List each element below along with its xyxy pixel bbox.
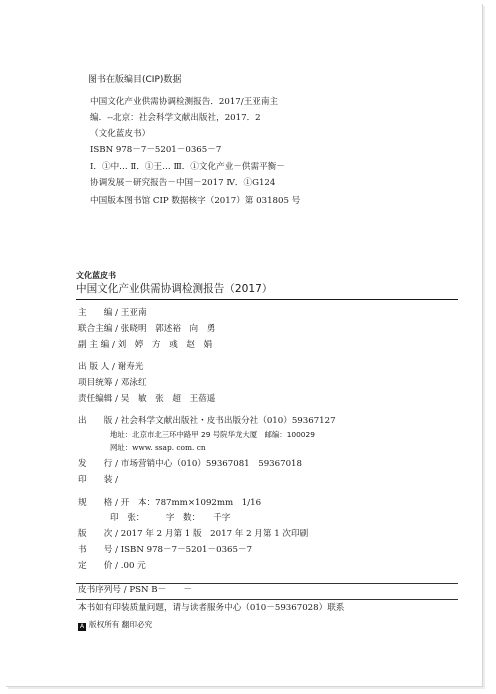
credit-responsible-editors: 责任编辑 / 吴 敏 张 超 王蓓遥	[78, 394, 216, 404]
specs-sheets: 印 张： 字 数： 千字	[110, 513, 231, 523]
distribution-row: 发 行 / 市场营销中心（010）59367081 59367018	[78, 459, 302, 469]
cip-line: （文化蓝皮书）	[90, 129, 151, 139]
series-name: 文化蓝皮书	[76, 271, 116, 280]
cip-line: 中国版本图书馆 CIP 数据核字（2017）第 031805 号	[90, 196, 301, 206]
edition-row: 版 次 / 2017 年 2 月第 1 版 2017 年 2 月第 1 次印刷	[78, 529, 309, 539]
credit-deputy-editors: 副 主 编 / 刘 婷 方 彧 赵 娟	[78, 340, 213, 350]
printing-row: 印 装 /	[78, 475, 119, 485]
service-notice: 本书如有印装质量问题，请与读者服务中心（010－59367028）联系	[78, 603, 345, 613]
cip-line: ISBN 978－7－5201－0365－7	[90, 145, 222, 155]
copyright-seal-icon: A	[79, 623, 85, 630]
cip-line: Ⅰ．①中… Ⅱ．①王… Ⅲ．①文化产业－供需平衡－	[90, 162, 285, 172]
isbn-row: 书 号 / ISBN 978－7－5201－0365－7	[78, 545, 253, 555]
specs-row: 规 格 / 开 本：787mm×1092mm 1/16	[78, 498, 262, 508]
copyright-line: A 版权所有 翻印必究	[79, 620, 153, 630]
credit-publisher-person: 出 版 人 / 谢寿光	[78, 362, 144, 372]
book-title: 中国文化产业供需协调检测报告（2017）	[76, 283, 273, 295]
cip-line: 中国文化产业供需协调检测报告．2017/王亚南主	[90, 97, 279, 107]
credit-chief-editor: 主 编 / 王亚南	[78, 308, 147, 318]
credit-project-coordinator: 项目统筹 / 邓泳红	[78, 378, 147, 388]
copyright-page	[6, 4, 483, 687]
divider	[76, 583, 458, 584]
price-row: 定 价 / .00 元	[78, 561, 146, 571]
cip-heading: 图书在版编目(CIP)数据	[88, 75, 182, 85]
publisher-website: 网址：www. ssap. com. cn	[110, 443, 206, 452]
publisher-address: 地址：北京市北三环中路甲 29 号院华龙大厦 邮编：100029	[110, 430, 315, 439]
divider	[76, 599, 458, 600]
publisher-row: 出 版 / 社会科学文献出版社・皮书出版分社（010）59367127	[78, 416, 336, 426]
cip-line: 编．--北京：社会科学文献出版社，2017．2	[90, 113, 261, 123]
cip-line: 协调发展－研究报告－中国－2017 Ⅳ．①G124	[90, 178, 276, 188]
psn-line: 皮书序列号 / PSN B－ －	[78, 585, 192, 595]
credit-joint-editors: 联合主编 / 张晓明 郭述裕 向 勇	[78, 324, 216, 334]
divider	[76, 299, 458, 300]
